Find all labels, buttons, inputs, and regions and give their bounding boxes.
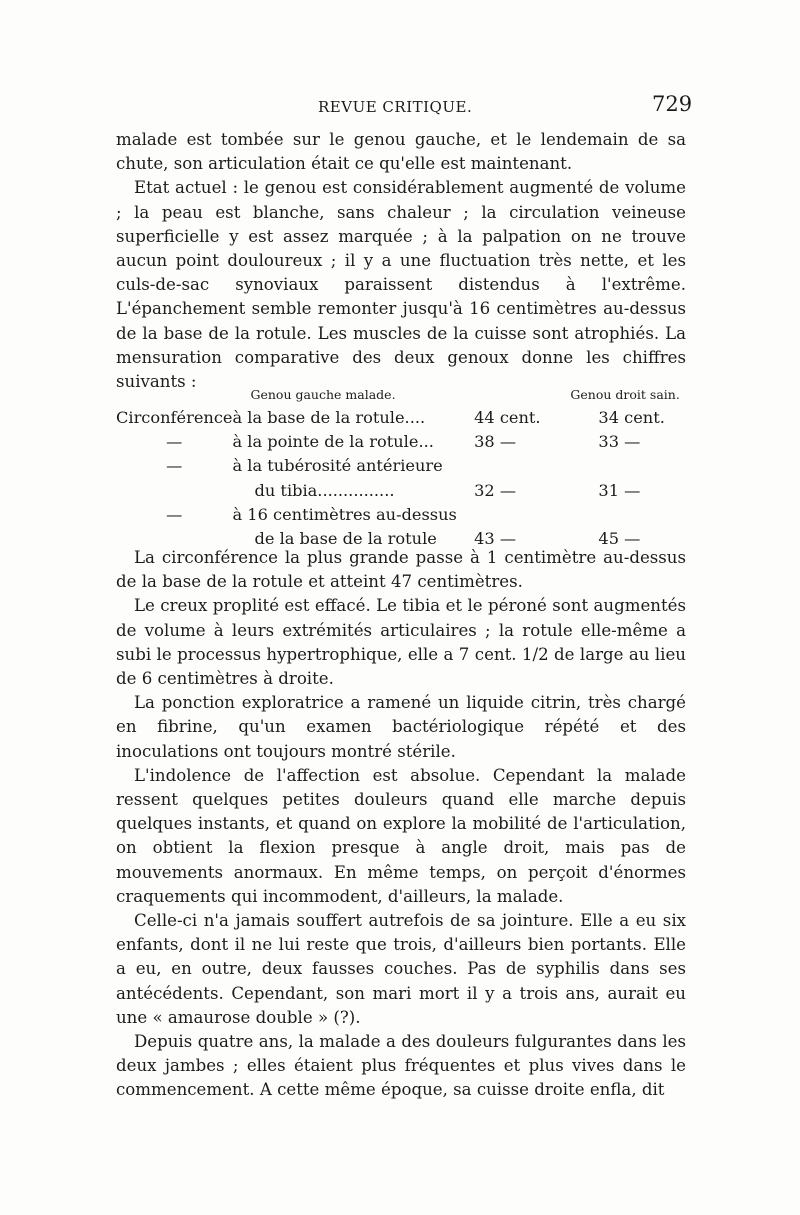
row-site: à la tubérosité antérieure [232, 456, 443, 476]
table-row [116, 503, 686, 527]
row-lead: Circonférence [116, 408, 233, 427]
row-left-value: 43 — [474, 529, 517, 549]
paragraph: Le creux proplité est effacé. Le tibia et le péroné sont augmentés de volume à leurs extrémités articulaires ; la rotule elle-même a subi le processus hypertrophique, elle a 7 cent. 1/2 de large au lieu de 6 centimètres à droite. [116, 596, 686, 689]
paragraph: La ponction exploratrice a ramené un liquide citrin, très chargé en fibrine, qu'un examen bactériologique répété et des inoculations ont toujours montré stérile. [116, 693, 686, 761]
row-lead: — [166, 504, 183, 524]
row-left-value: 38 — [474, 432, 517, 452]
page-number: 729 [652, 92, 693, 116]
row-lead: — [166, 456, 183, 476]
row-left-value: 32 — [474, 480, 517, 500]
row-right-value: 45 — [598, 529, 641, 549]
row-right-value: 34 cent. [598, 408, 665, 427]
paragraph: Depuis quatre ans, la malade a des douleurs fulgurantes dans les deux jambes ; elles étaient plus fréquentes et plus vives dans le commencement. A cette même époque, sa cuisse droite enfla, dit [116, 1032, 686, 1100]
paragraph: Celle-ci n'a jamais souffert autrefois de sa jointure. Elle a eu six enfants, dont il ne lui reste que trois, d'ailleurs bien portants. Elle a eu, en outre, deux fausses couches. Pas de syphilis dans ses antécédents. Cependant, son mari mort il y a trois ans, aurait eu une « amaurose double » (?). [116, 911, 686, 1027]
page-header [0, 92, 800, 122]
table-row [116, 406, 686, 430]
measurement-table [116, 386, 686, 551]
paragraph: Etat actuel : le genou est considérablement augmenté de volume ; la peau est blanche, sans chaleur ; la circulation veineuse superficielle y est assez marquée ; à la palpation on ne trouve aucun point douloureux ; il y a une fluctuation très nette, et les culs-de-sac synoviaux paraissent distendus à l'extrême. L'épanchement semble remonter jusqu'à 16 centimètres au-dessus de la base de la rotule. Les muscles de la cuisse sont atrophiés. La mensuration comparative des deux genoux donne les chiffres suivants : [116, 178, 686, 392]
row-site: à 16 centimètres au-dessus [232, 504, 457, 524]
paragraph: L'indolence de l'affection est absolue. Cependant la malade ressent quelques petites douleurs quand elle marche depuis quelques instants, et quand on explore la mobilité de l'articulation, on obtient la flexion presque à angle droit, mais pas de mouvements anormaux. En même temps, on perçoit d'énormes craquements qui incommodent, d'ailleurs, la malade. [116, 765, 686, 906]
table-row [116, 430, 686, 454]
column-header-right: Genou droit sain. [570, 387, 680, 402]
row-right-value: 33 — [598, 432, 641, 452]
running-head: REVUE CRITIQUE. [318, 98, 473, 116]
table-row-continued [116, 479, 686, 503]
row-left-value: 44 cent. [474, 408, 541, 427]
row-lead: — [166, 432, 183, 452]
row-site: à la pointe de la rotule... [232, 432, 434, 452]
column-header-left: Genou gauche malade. [250, 387, 396, 402]
paragraph: La circonférence la plus grande passe à 1 centimètre au-dessus de la base de la rotule et atteint 47 centimètres. [116, 548, 686, 592]
row-site-continued: du tibia............... [254, 480, 395, 500]
body-text-top [116, 128, 686, 394]
row-site-continued: de la base de la rotule [254, 529, 437, 549]
row-right-value: 31 — [598, 480, 641, 500]
row-site: à la base de la rotule.... [232, 408, 426, 427]
paragraph: malade est tombée sur le genou gauche, et le lendemain de sa chute, son articulation était ce qu'elle est maintenant. [116, 130, 686, 174]
table-row [116, 454, 686, 478]
body-text-bottom [116, 546, 686, 1103]
table-header-row [116, 386, 686, 406]
